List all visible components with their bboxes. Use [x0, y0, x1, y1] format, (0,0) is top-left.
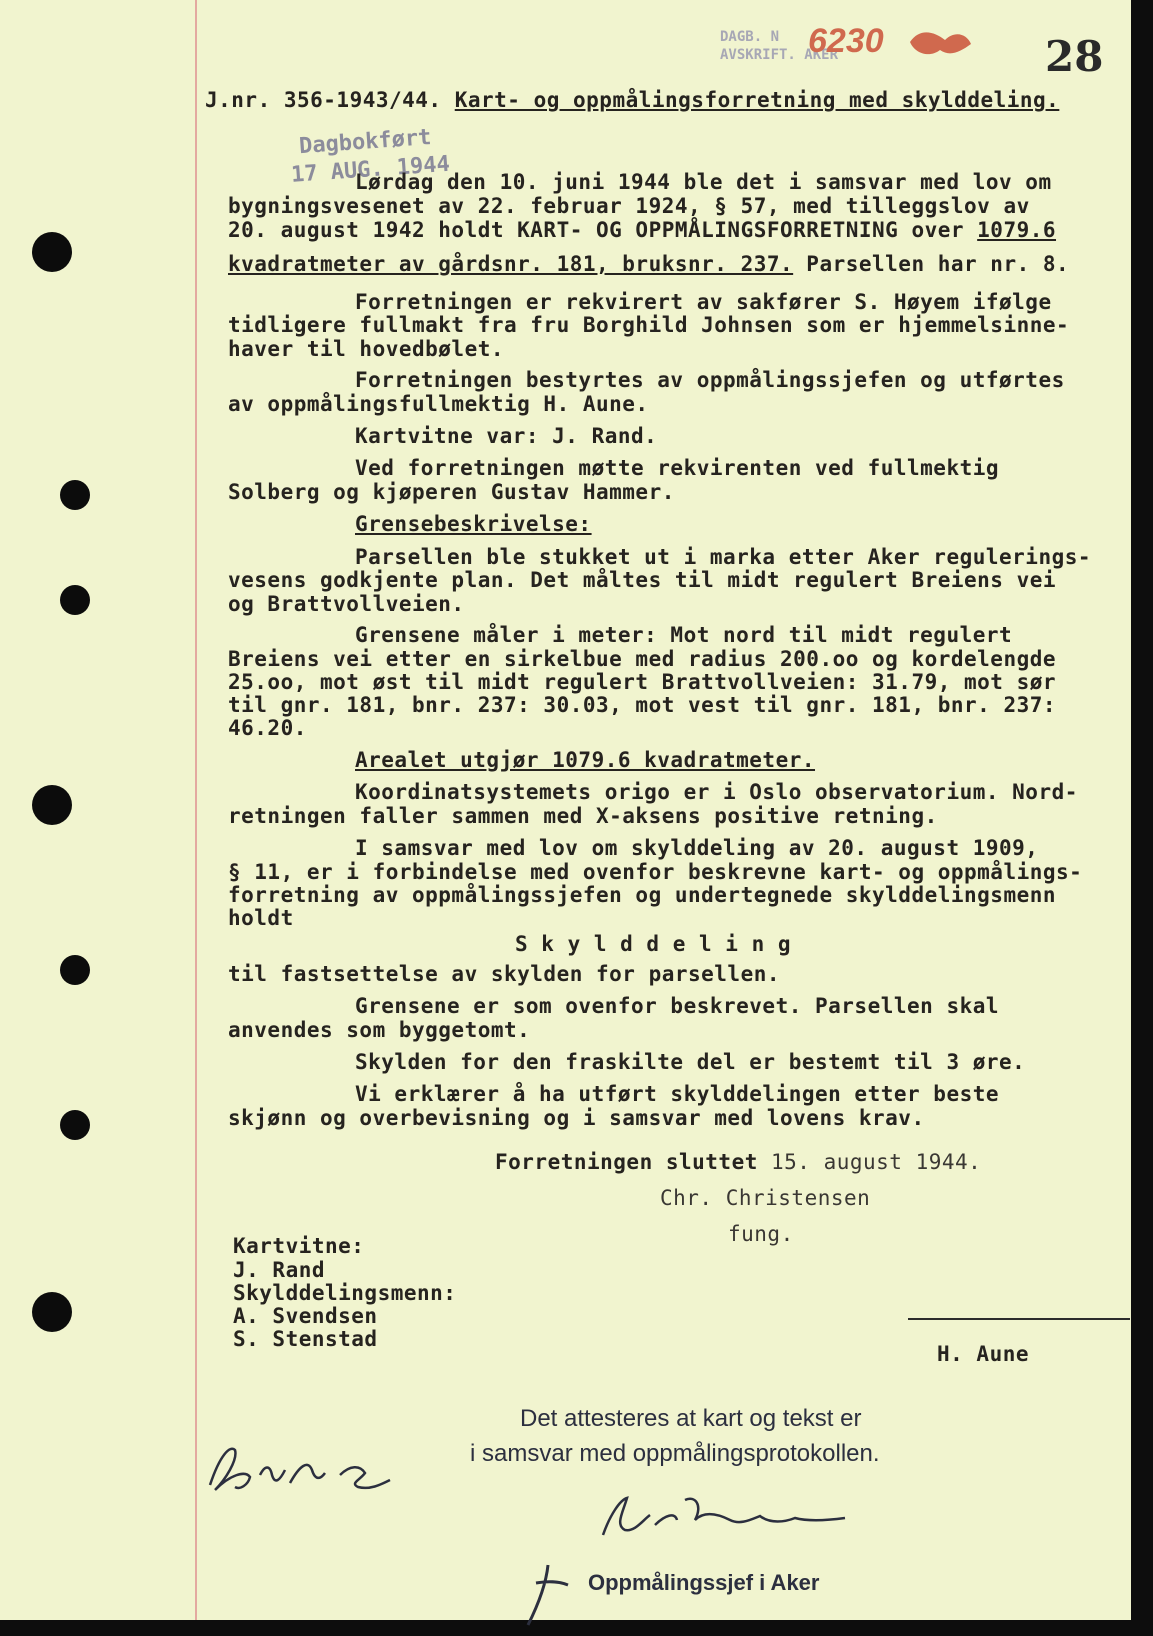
closing-label: Forretningen sluttet	[495, 1150, 772, 1174]
body-line: Grensene er som ovenfor beskrevet. Parsellen skal	[355, 994, 1000, 1018]
body-line: skjønn og overbevisning og i samsvar med lovens krav.	[228, 1106, 925, 1130]
body-line: og Brattvollveien.	[228, 592, 465, 616]
section-heading: Arealet utgjør 1079.6 kvadratmeter.	[355, 748, 816, 772]
body-line: Solberg og kjøperen Gustav Hammer.	[228, 480, 675, 504]
witness-label: Kartvitne:	[233, 1234, 365, 1258]
body-line: Lørdag den 10. juni 1944 ble det i samsvar med lov om	[355, 170, 1052, 194]
body-line: Kartvitne var: J. Rand.	[355, 424, 658, 448]
witness-label: Skylddelingsmenn:	[233, 1281, 457, 1305]
chief-signature	[595, 1480, 855, 1550]
body-line: Forretningen er rekvirert av sakfører S. Høyem ifølge	[355, 290, 1052, 314]
archive-stamp-line1: DAGB. N	[720, 29, 780, 45]
stamp-ink-blot	[905, 22, 975, 62]
archive-stamp-line2: AVSKRIFT. AKER	[720, 47, 839, 63]
body-line: 46.20.	[228, 716, 307, 740]
punch-hole	[60, 480, 90, 510]
body-line: § 11, er i forbindelse med ovenfor beskrevne kart- og oppmålings-	[228, 860, 1083, 884]
punch-hole	[32, 785, 72, 825]
body-line: Grensene måler i meter: Mot nord til midt regulert	[355, 623, 1013, 647]
body-line: tidligere fullmakt fra fru Borghild Johnsen som er hjemmelsinne-	[228, 313, 1070, 337]
margin-rule	[195, 0, 197, 1620]
body-line: Skylden for den fraskilte del er bestemt til 3 øre.	[355, 1050, 1026, 1074]
body-line: Forretningen bestyrtes av oppmålingssjefen og utførtes	[355, 368, 1065, 392]
body-line: 20. august 1942 holdt KART- OG OPPMÅLINGSFORRETNING over 1079.6	[228, 218, 1057, 242]
body-line: vesens godkjente plan. Det måltes til midt regulert Breiens vei	[228, 568, 1057, 592]
body-line: til gnr. 181, bnr. 237: 30.03, mot vest til gnr. 181, bnr. 237:	[228, 693, 1057, 717]
punch-hole	[32, 232, 72, 272]
witness-name: A. Svendsen	[233, 1304, 378, 1328]
body-line: til fastsettelse av skylden for parsellen.	[228, 962, 781, 986]
punch-hole	[60, 1110, 90, 1140]
section-heading: S k y l d d e l i n g	[515, 932, 792, 956]
body-line: kvadratmeter av gårdsnr. 181, bruksnr. 237. Parsellen har nr. 8.	[228, 252, 1070, 276]
body-line: Koordinatsystemets origo er i Oslo observatorium. Nord-	[355, 780, 1078, 804]
body-line: Parsellen ble stukket ut i marka etter Aker regulerings-	[355, 545, 1092, 569]
initial-mark	[518, 1555, 578, 1630]
body-line: 25.oo, mot øst til midt regulert Brattvollveien: 31.79, mot sør	[228, 670, 1057, 694]
attestation-line2: i samsvar med oppmålingsprotokollen.	[470, 1440, 880, 1467]
page-number: 28	[1045, 32, 1104, 81]
body-line: Breiens vei etter en sirkelbue med radius 200.oo og kordelengde	[228, 647, 1057, 671]
scan-edge-right	[1131, 0, 1153, 1636]
body-line: forretning av oppmålingssjefen og undertegnede skylddelingsmenn	[228, 883, 1057, 907]
body-line: anvendes som byggetomt.	[228, 1018, 531, 1042]
section-heading: Grensebeskrivelse:	[355, 512, 592, 536]
attestation-line1: Det attesteres at kart og tekst er	[520, 1405, 862, 1432]
official-name: Chr. Christensen	[660, 1186, 871, 1210]
body-line: av oppmålingsfullmektig H. Aune.	[228, 392, 649, 416]
official-title: fung.	[728, 1222, 794, 1246]
stamp-number: 6230	[808, 22, 884, 60]
closing-date: 15. august 1944.	[771, 1150, 982, 1174]
punch-hole	[60, 955, 90, 985]
punch-hole	[32, 1292, 72, 1332]
body-line: Vi erklærer å ha utført skylddelingen etter beste	[355, 1082, 1000, 1106]
initials-signature	[200, 1435, 420, 1505]
witness-name: J. Rand	[233, 1258, 326, 1282]
received-stamp-date: 17 AUG. 1944	[290, 151, 451, 188]
attestation-role: Oppmålingssjef i Aker	[588, 1570, 820, 1595]
document-title: Kart- og oppmålingsforretning med skylddeling.	[454, 88, 1060, 112]
body-line: holdt	[228, 906, 294, 930]
surveyor-name: H. Aune	[937, 1342, 1030, 1366]
received-stamp-label: Dagbokført	[298, 125, 433, 160]
closing-line	[495, 1150, 981, 1174]
body-line: Ved forretningen møtte rekvirenten ved fullmektig	[355, 456, 1000, 480]
journal-ref: J.nr. 356-1943/44.	[205, 88, 442, 112]
body-line: haver til hovedbølet.	[228, 337, 505, 361]
title-line	[205, 88, 1059, 112]
body-line: retningen faller sammen med X-aksens positive retning.	[228, 804, 938, 828]
signature-rule	[908, 1318, 1130, 1320]
body-line: bygningsvesenet av 22. februar 1924, § 57, med tilleggslov av	[228, 194, 1030, 218]
punch-hole	[60, 585, 90, 615]
witness-name: S. Stenstad	[233, 1327, 378, 1351]
body-line: I samsvar med lov om skylddeling av 20. august 1909,	[355, 836, 1039, 860]
